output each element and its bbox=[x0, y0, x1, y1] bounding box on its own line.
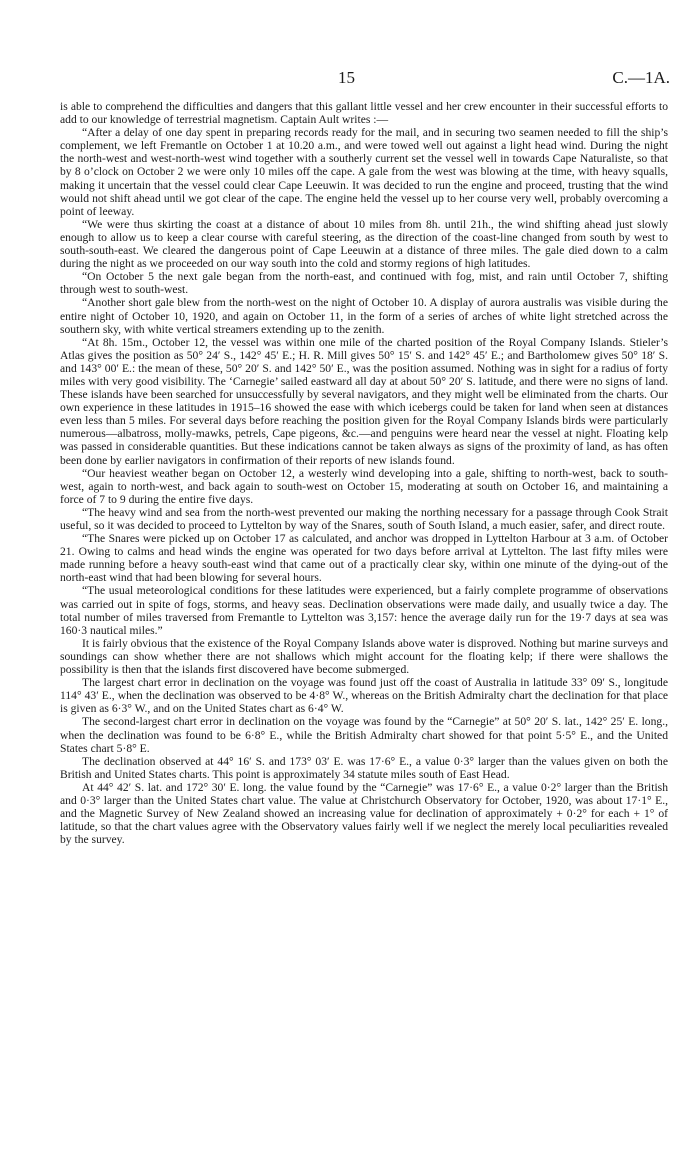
paragraph-quote-royal-company-islands: “At 8h. 15m., October 12, the vessel was within one mile of the charted position of the Royal Company Islands. Stieler’s Atlas gives the position as 50° 24′ S., 142° 45′ E.; H. R. Mill gives 50° 15′ S. and 142° 45′ E.; and Bartholomew gives 50° 18′ S. and 143° 00′ E.: the mean of these, 50° 20′ S. and 142° 50′ E., was the position assumed. Nothing was in sight for a radius of forty miles with very good visibility. The ‘Carnegie’ sailed eastward all day at about 50° 20′ S. latitude, and there were no signs of land. These islands have been searched for unsuccessfully by several navigators, and they might well be eliminated from the charts. Our own experience in these latitudes in 1915–16 showed the ease with which icebergs could be taken for land when seen at distances even less than 5 miles. For several days before reaching the position given for the Royal Company Islands birds were particularly numerous—albatross, molly-mawks, petrels, Cape pigeons, &c.—and penguins were heard near the vessel at night. Floating kelp was passed in considerable quantities. But these indications cannot be taken always as signs of the proximity of land, as has often been done by earlier navigators in confirmation of their reports of new islands found. bbox=[60, 335, 668, 467]
paragraph-quote-cook-strait: “The heavy wind and sea from the north-west prevented our making the northing necessary for a passage through Cook Strait useful, so it was decided to proceed to Lyttelton by way of the Snares, south of South Island, a much easier, safer, and direct route. bbox=[60, 505, 668, 532]
paragraph-quote-heaviest-weather: “Our heaviest weather began on October 12, a westerly wind developing into a gale, shifting to north-west, back to south-west, again to north-west, and back again to south-west on October 15, moderating at south on October 16, and maintaining a force of 7 to 9 during the entire five days. bbox=[60, 466, 668, 506]
paragraph-continued: is able to comprehend the difficulties and dangers that this gallant little vessel and her crew encounter in their successful efforts to add to our knowledge of terrestrial magnetism. Captain Ault writes :— bbox=[60, 100, 668, 127]
page-header bbox=[0, 68, 700, 94]
paragraph-east-head: The declination observed at 44° 16′ S. and 173° 03′ E. was 17·6° E., a value 0·3° larger than the values given on both the British and United States charts. This point is approximately 34 statute miles south of East Head. bbox=[60, 754, 668, 781]
paragraph-quote-observations: “The usual meteorological conditions for these latitudes were experienced, but a fairly complete programme of observations was carried out in spite of fogs, storms, and heavy seas. Declination observations were made daily, and usually twice a day. The total number of miles traversed from Fremantle to Lyttelton was 3,157: hence the average daily run for the 19·7 days at sea was 160·3 nautical miles.” bbox=[60, 584, 668, 637]
paragraph-quote-snares: “The Snares were picked up on October 17 as calculated, and anchor was dropped in Lyttelton Harbour at 3 a.m. of October 21. Owing to calms and head winds the engine was operated for two days before arrival at Lyttelton. The last fifty miles were made running before a heavy south-east wind that came out of a practically clear sky, within one minute of the dying-out of the north-east wind that had been blowing for several hours. bbox=[60, 532, 668, 585]
paragraph-second-largest-error: The second-largest chart error in declination on the voyage was found by the “Carnegie” at 50° 20′ S. lat., 142° 25′ E. long., when the declination was found to be 6·8° E., while the British Admiralty chart showed for that point 5·5° E., and the United States chart 5·8° E. bbox=[60, 715, 668, 755]
document-reference: C.—1A. bbox=[612, 68, 670, 87]
page-number: 15 bbox=[338, 68, 355, 87]
paragraph-quote-departure: “After a delay of one day spent in preparing records ready for the mail, and in securing two seamen needed to fill the ship’s complement, we left Fremantle on October 1 at 10.20 a.m., and were towed well out against a light head wind. During the night the north-west and west-north-west wind together with a southerly current set the vessel well in towards Cape Naturaliste, so that by 8 o’clock on October 2 we were only 10 miles off the cape. A gale from the west was blowing at the time, with heavy squalls, making it uncertain that the vessel could clear Cape Leeuwin. It was decided to run the engine and proceed, trusting that the wind would not shift ahead until we got clear of the cape. The engine held the vessel up to her course very well, probably overcoming a point of leeway. bbox=[60, 126, 668, 218]
paragraph-quote-october-5: “On October 5 the next gale began from the north-east, and continued with fog, mist, and rain until October 7, shifting through west to south-west. bbox=[60, 270, 668, 297]
paragraph-islands-disproved: It is fairly obvious that the existence of the Royal Company Islands above water is disproved. Nothing but marine surveys and soundings can show whether there are not shallows which might account for the floating kelp; if there were shallows the possibility is then that the islands first discovered have become submerged. bbox=[60, 636, 668, 677]
paragraph-quote-aurora: “Another short gale blew from the north-west on the night of October 10. A display of aurora australis was visible during the entire night of October 10, 1920, and again on October 11, in the form of a series of arches of white light stretched across the southern sky, with white vertical streamers extending up to the zenith. bbox=[60, 296, 668, 336]
paragraph-quote-cape-leeuwin: “We were thus skirting the coast at a distance of about 10 miles from 8h. until 21h., the wind shifting ahead just slowly enough to allow us to keep a clear course with careful steering, as the direction of the coast-line changed from south by west to south-south-east. We cleared the dangerous point of Cape Leeuwin at a distance of three miles. The gale died down to a calm during the night as we proceeded on our way south into the cold and stormy regions of high latitudes. bbox=[60, 217, 668, 271]
body-text bbox=[60, 100, 668, 846]
paragraph-christchurch: At 44° 42′ S. lat. and 172° 30′ E. long. the value found by the “Carnegie” was 17·6° E., a value 0·2° larger than the British and 0·3° larger than the United States chart value. The value at Christchurch Observatory for October, 1920, was about 17·1° E., and the Magnetic Survey of New Zealand showed an increasing value for declination of approximately + 0·2° for each + 1° of latitude, so that the chart values agree with the Observatory values fairly well if we neglect the merely local peculiarities revealed by the survey. bbox=[60, 780, 668, 847]
paragraph-largest-chart-error: The largest chart error in declination on the voyage was found just off the coast of Australia in latitude 33° 09′ S., longitude 114° 43′ E., when the declination was observed to be 4·8° W., whereas on the British Admiralty chart the declination for that place is given as 6·3° W., and on the United States chart as 6·4° W. bbox=[60, 676, 668, 716]
